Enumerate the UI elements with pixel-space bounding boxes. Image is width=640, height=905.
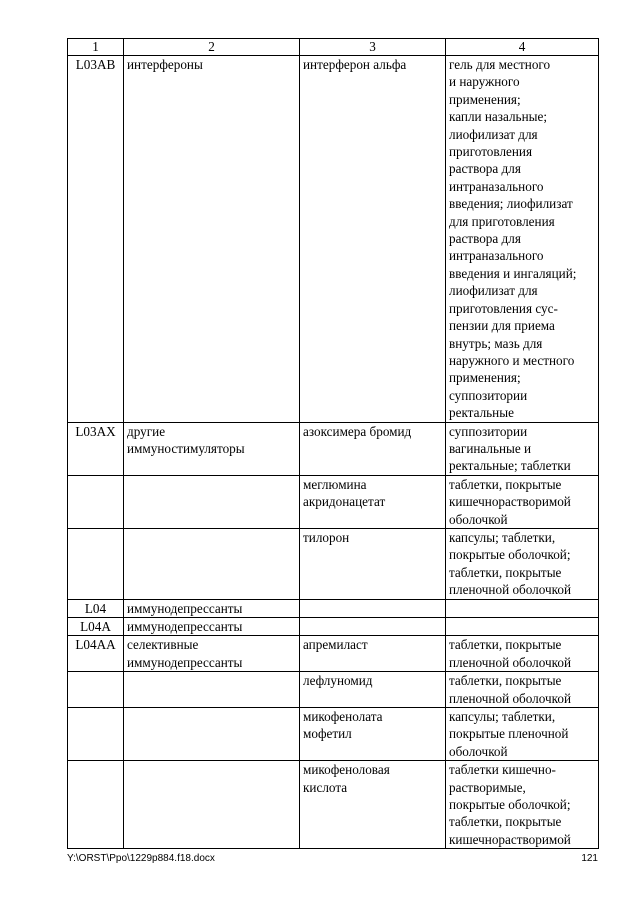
cell-text-line: применения;: [449, 91, 521, 107]
group-cell: [124, 708, 300, 761]
substance-cell: [300, 708, 446, 761]
cell-text-line: покрытые пленочной: [449, 726, 569, 742]
cell-text-line: оболочкой: [449, 743, 508, 759]
cell-text-line: иммуностимуляторы: [127, 440, 245, 456]
cell-text-line: селективные: [127, 637, 199, 653]
cell-text-line: таблетки, покрытые: [449, 476, 562, 492]
cell-text-line: пленочной оболочкой: [449, 690, 572, 706]
cell-text-line: кишечнорастворимой: [449, 494, 571, 510]
group-cell: [124, 636, 300, 672]
cell-text-line: растворимые,: [449, 779, 526, 795]
table-row: [68, 422, 599, 475]
header-col-2: 2: [124, 39, 300, 56]
cell-text-line: азоксимера бромид: [303, 423, 412, 439]
cell-text-line: интраназального: [449, 248, 544, 264]
cell-text-line: тилорон: [303, 529, 350, 545]
cell-text-line: кислота: [303, 779, 348, 795]
cell-text-line: покрытые оболочкой;: [449, 547, 571, 563]
group-cell: [124, 618, 300, 636]
cell-text-line: таблетки, покрытые: [449, 637, 562, 653]
atc-code-cell: [68, 528, 124, 599]
substance-cell: [300, 761, 446, 849]
substance-cell: [300, 56, 446, 423]
cell-text-line: микофенолата: [303, 709, 383, 725]
cell-text-line: и наружного: [449, 74, 520, 90]
cell-text-line: пленочной оболочкой: [449, 654, 572, 670]
cell-text-line: суппозитории: [449, 423, 528, 439]
cell-text-line: капсулы; таблетки,: [449, 709, 556, 725]
cell-text-line: покрытые оболочкой;: [449, 797, 571, 813]
table-row: [68, 761, 599, 849]
table-row: [68, 56, 599, 423]
cell-text-line: лефлуномид: [303, 673, 373, 689]
cell-text-line: лиофилизат для: [449, 126, 538, 142]
cell-text-line: оболочкой: [449, 511, 508, 527]
table-row: [68, 528, 599, 599]
cell-text-line: раствора для: [449, 161, 521, 177]
group-cell: [124, 422, 300, 475]
cell-text-line: внутрь; мазь для: [449, 335, 543, 351]
atc-code-cell: L04AA: [68, 636, 124, 672]
table-row: [68, 599, 599, 617]
atc-code-cell: [68, 761, 124, 849]
atc-code-cell: L04: [68, 599, 124, 617]
substance-cell: [300, 636, 446, 672]
cell-text-line: ректальные; таблетки: [449, 458, 571, 474]
dosage-forms-cell: [446, 672, 599, 708]
cell-text-line: капсулы; таблетки,: [449, 529, 556, 545]
substance-cell: [300, 599, 446, 617]
cell-text-line: лиофилизат для: [449, 283, 538, 299]
atc-code-cell: L04A: [68, 618, 124, 636]
cell-text-line: апремиласт: [303, 637, 368, 653]
cell-text-line: гель для местного: [449, 57, 551, 72]
group-cell: [124, 56, 300, 423]
cell-text-line: раствора для: [449, 231, 521, 247]
substance-cell: [300, 528, 446, 599]
cell-text-line: иммунодепрессанты: [127, 654, 243, 670]
cell-text-line: интерферон альфа: [303, 57, 407, 72]
atc-code-cell: L03AB: [68, 56, 124, 423]
cell-text-line: таблетки, покрытые: [449, 673, 562, 689]
dosage-forms-cell: [446, 475, 599, 528]
cell-text-line: иммунодепрессанты: [127, 600, 243, 616]
header-col-1: 1: [68, 39, 124, 56]
dosage-forms-cell: [446, 761, 599, 849]
group-cell: [124, 528, 300, 599]
dosage-forms-cell: [446, 708, 599, 761]
substance-cell: [300, 618, 446, 636]
substance-cell: [300, 475, 446, 528]
cell-text-line: суппозитории: [449, 387, 528, 403]
cell-text-line: меглюмина: [303, 476, 367, 492]
dosage-forms-cell: [446, 636, 599, 672]
drug-table: [67, 38, 599, 849]
table-header-row: [68, 39, 599, 56]
cell-text-line: пензии для приема: [449, 318, 555, 334]
cell-text-line: для приготовления: [449, 213, 555, 229]
dosage-forms-cell: [446, 599, 599, 617]
substance-cell: [300, 672, 446, 708]
cell-text-line: введения и ингаляций;: [449, 265, 577, 281]
header-col-3: 3: [300, 39, 446, 56]
group-cell: [124, 599, 300, 617]
cell-text-line: ректальные: [449, 405, 514, 421]
cell-text-line: интраназального: [449, 178, 544, 194]
atc-code-cell: [68, 708, 124, 761]
table-row: [68, 672, 599, 708]
cell-text-line: наружного и местного: [449, 352, 575, 368]
substance-cell: [300, 422, 446, 475]
group-cell: [124, 761, 300, 849]
footer-page-number: 121: [581, 853, 598, 864]
group-cell: [124, 672, 300, 708]
cell-text-line: капли назальные;: [449, 109, 547, 125]
footer-file-path: Y:\ORST\Ppo\1229p884.f18.docx: [67, 853, 215, 864]
cell-text-line: таблетки, покрытые: [449, 814, 562, 830]
cell-text-line: приготовления сус-: [449, 300, 558, 316]
cell-text-line: другие: [127, 423, 166, 439]
table-row: [68, 475, 599, 528]
table-row: [68, 636, 599, 672]
group-cell: [124, 475, 300, 528]
atc-code-cell: [68, 672, 124, 708]
atc-code-cell: L03AX: [68, 422, 124, 475]
table-row: [68, 618, 599, 636]
cell-text-line: приготовления: [449, 144, 533, 160]
cell-text-line: таблетки, покрытые: [449, 564, 562, 580]
cell-text-line: мофетил: [303, 726, 352, 742]
dosage-forms-cell: [446, 528, 599, 599]
cell-text-line: таблетки кишечно-: [449, 762, 556, 778]
cell-text-line: микофеноловая: [303, 762, 390, 778]
cell-text-line: пленочной оболочкой: [449, 582, 572, 598]
dosage-forms-cell: [446, 618, 599, 636]
cell-text-line: кишечнорастворимой: [449, 831, 571, 847]
cell-text-line: введения; лиофилизат: [449, 196, 573, 212]
cell-text-line: иммунодепрессанты: [127, 619, 243, 634]
cell-text-line: применения;: [449, 370, 521, 386]
dosage-forms-cell: [446, 56, 599, 423]
cell-text-line: интерфероны: [127, 57, 203, 72]
table-row: [68, 708, 599, 761]
cell-text-line: вагинальные и: [449, 440, 532, 456]
atc-code-cell: [68, 475, 124, 528]
cell-text-line: акридонацетат: [303, 494, 386, 510]
header-col-4: 4: [446, 39, 599, 56]
dosage-forms-cell: [446, 422, 599, 475]
